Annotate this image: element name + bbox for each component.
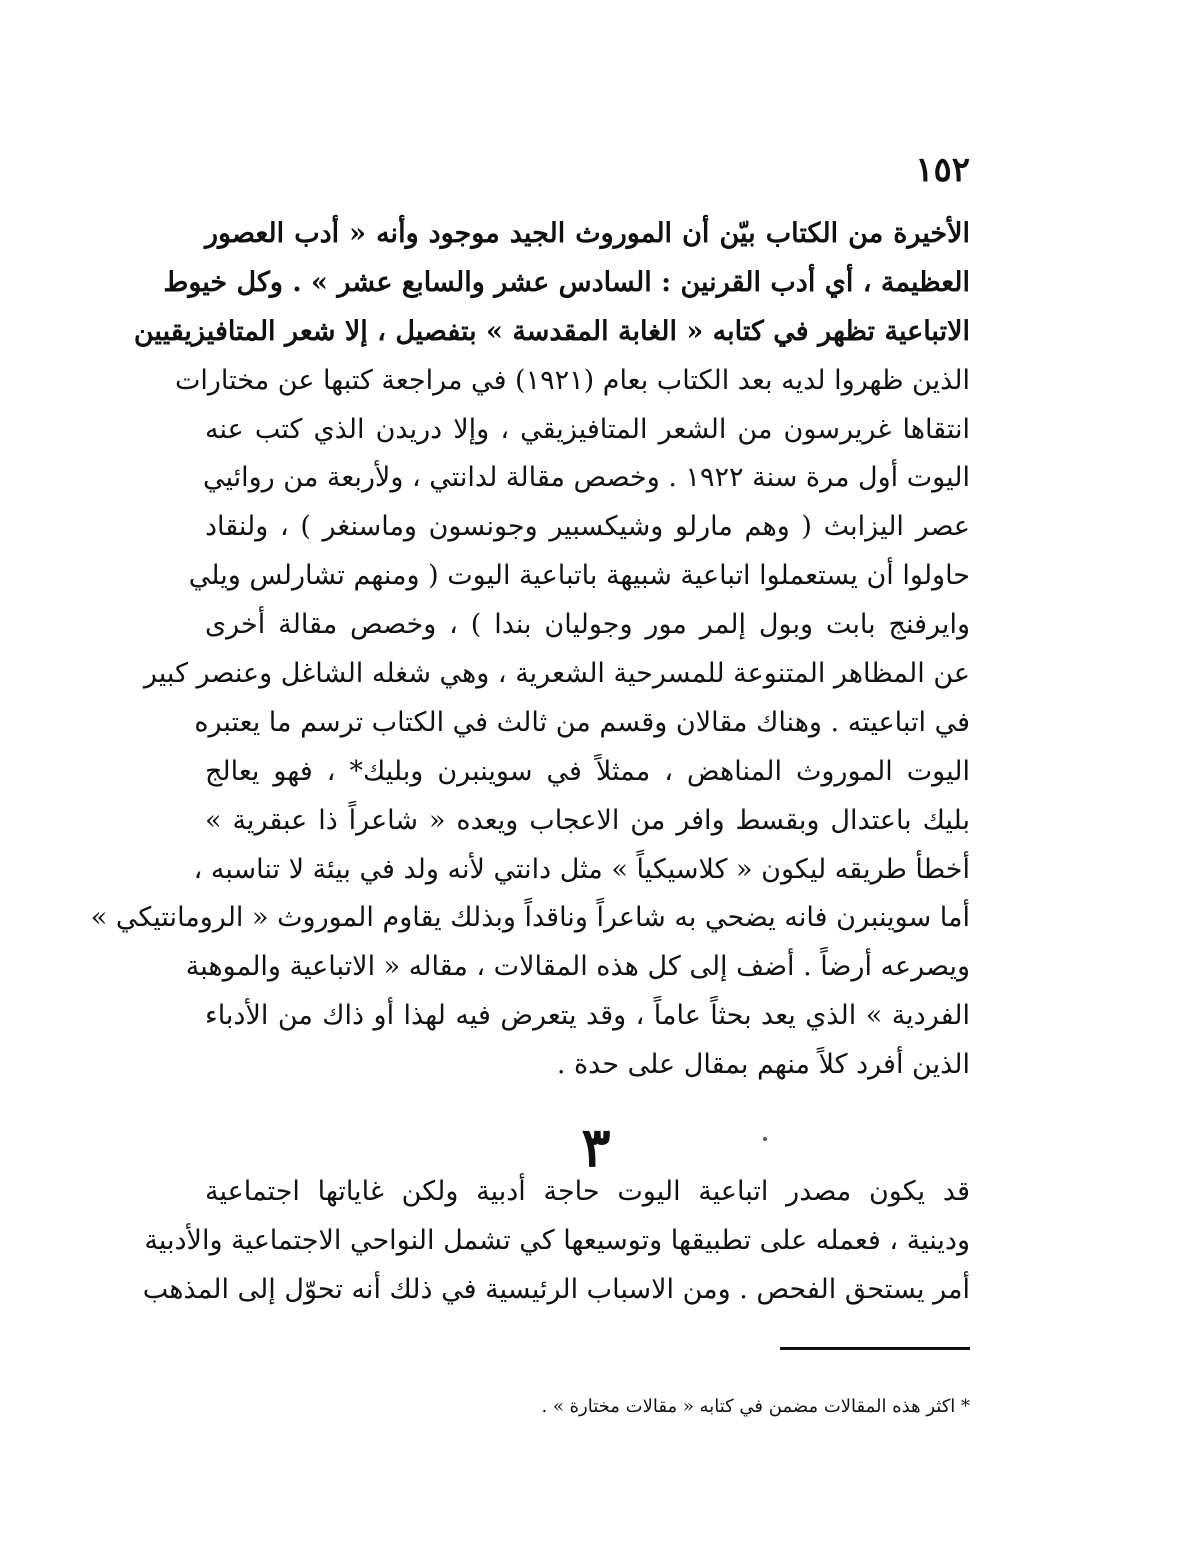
paragraph-line: انتقاها غريرسون من الشعر المتافيزيقي ، وإلا دريدن الذي كتب عنه: [205, 413, 970, 445]
paragraph-line: عصر اليزابث ( وهم مارلو وشيكسبير وجونسون وماسنغر ) ، ولنقاد: [205, 511, 970, 543]
paragraph-line: الأخيرة من الكتاب بيّن أن الموروث الجيد موجود وأنه « أدب العصور: [205, 218, 970, 249]
paragraph-line: في اتباعيته . وهناك مقالان وقسم من ثالث في الكتاب ترسم ما يعتبره: [194, 706, 970, 738]
paragraph-line: قد يكون مصدر اتباعية اليوت حاجة أدبية ولكن غاياتها اجتماعية: [205, 1176, 970, 1207]
paragraph-line: أمر يستحق الفحص . ومن الاسباب الرئيسية في ذلك أنه تحوّل إلى المذهب: [142, 1273, 970, 1305]
paragraph-one: [90, 210, 970, 1090]
paragraph-line: وايرفنج بابت وبول إلمر مور وجوليان بندا ) ، وخصص مقالة أخرى: [205, 609, 970, 641]
paragraph-line: أما سوينبرن فانه يضحي به شاعراً وناقداً وبذلك يقاوم الموروث « الرومانتيكي »: [90, 902, 970, 934]
paragraph-line: أخطأ طريقه ليكون « كلاسيكياً » مثل دانتي لأنه ولد في بيئة لا تناسبه ،: [193, 853, 970, 885]
paragraph-line: ويصرعه أرضاً . أضف إلى كل هذه المقالات ، مقاله « الاتباعية والموهبة: [185, 951, 970, 983]
print-speck: [763, 1137, 767, 1141]
paragraph-line: ودينية ، فعمله على تطبيقها وتوسيعها كي تشمل النواحي الاجتماعية والأدبية: [144, 1224, 970, 1256]
page-number: ١٥٢: [915, 150, 970, 190]
paragraph-line: الفردية » الذي يعد بحثاً عاماً ، وقد يتعرض فيه لهذا أو ذاك من الأدباء: [205, 1000, 970, 1032]
paragraph-line: عن المظاهر المتنوعة للمسرحية الشعرية ، وهي شغله الشاغل وعنصر كبير: [143, 658, 970, 690]
footnote-divider: [780, 1347, 970, 1350]
section-number: ٣: [581, 1115, 611, 1179]
paragraph-line: العظيمة ، أي أدب القرنين : السادس عشر والسابع عشر » . وكل خيوط: [163, 266, 970, 298]
paragraph-line: الذين ظهروا لديه بعد الكتاب بعام (١٩٢١) في مراجعة كتبها عن مختارات: [174, 364, 970, 396]
footnote: * اكثر هذه المقالات مضمن في كتابه « مقالات مختارة » .: [541, 1396, 970, 1417]
paragraph-line: حاولوا أن يستعملوا اتباعية شبيهة باتباعية اليوت ( ومنهم تشارلس ويلي: [188, 560, 970, 592]
paragraph-two: [142, 1168, 970, 1315]
paragraph-line: الذين أفرد كلاً منهم بمقال على حدة .: [556, 1049, 970, 1081]
paragraph-line: بليك باعتدال وبقسط وافر من الاعجاب ويعده « شاعراً ذا عبقرية »: [205, 804, 970, 836]
paragraph-line: الاتباعية تظهر في كتابه « الغابة المقدسة » بتفصيل ، إلا شعر المتافيزيقيين: [133, 315, 970, 347]
paragraph-line: اليوت الموروث المناهض ، ممثلاً في سوينبرن وبليك* ، فهو يعالج: [205, 755, 970, 787]
paragraph-line: اليوت أول مرة سنة ١٩٢٢ . وخصص مقالة لدانتي ، ولأربعة من روائيي: [202, 462, 970, 494]
